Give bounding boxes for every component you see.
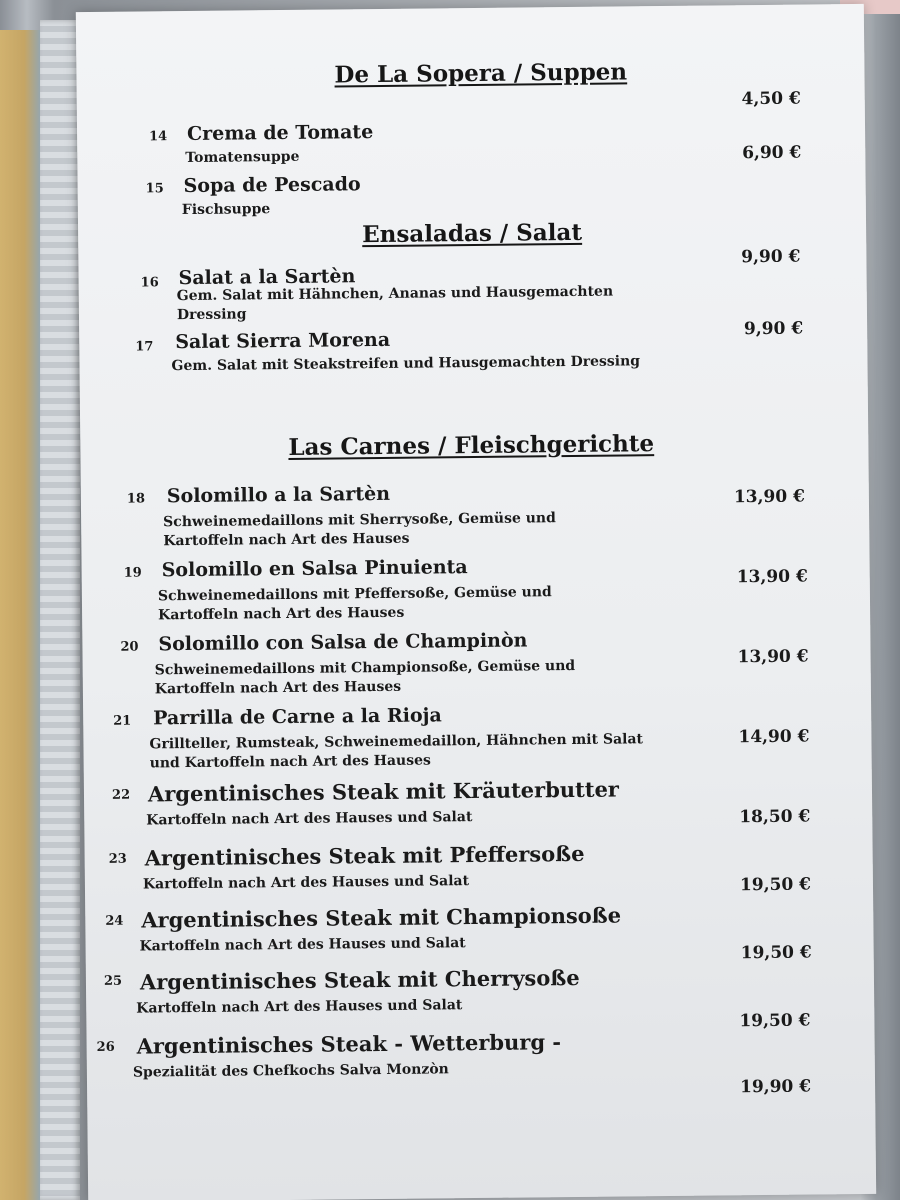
item-description: Tomatensuppe: [185, 148, 300, 167]
item-price: 9,90 €: [741, 246, 801, 268]
item-name: Parrilla de Carne a la Rioja: [153, 704, 442, 730]
item-name: Solomillo a la Sartèn: [166, 482, 391, 508]
item-name: Crema de Tomate: [186, 121, 374, 145]
item-number: 25: [103, 973, 123, 989]
item-number: 15: [145, 181, 164, 197]
item-description: Schweinemedaillons mit Sherrysoße, Gemüse und Kartoffeln nach Art des Hauses: [163, 510, 556, 550]
item-description: Gem. Salat mit Steakstreifen und Hausgemachten Dressing: [171, 353, 641, 375]
item-name: Argentinisches Steak mit Kräuterbutter: [147, 776, 620, 807]
item-number: 26: [96, 1039, 115, 1055]
item-name: Salat a la Sartèn: [178, 265, 356, 290]
item-name: Argentinisches Steak - Wetterburg -: [136, 1029, 562, 1059]
item-number: 21: [113, 713, 132, 729]
menu-page: [76, 4, 876, 1200]
sheet-protector-edge: [40, 20, 80, 1200]
item-price: 13,90 €: [736, 566, 808, 588]
item-name: Argentinisches Steak mit Championsoße: [141, 902, 622, 933]
item-description: Spezialität des Chefkochs Salva Monzòn: [132, 1061, 449, 1081]
item-price: 19,50 €: [739, 874, 812, 896]
item-number: 24: [105, 913, 124, 929]
item-number: 14: [149, 129, 168, 145]
item-name: Solomillo en Salsa Pinuienta: [161, 556, 468, 582]
item-price: 9,90 €: [743, 318, 804, 340]
item-description: Fischsuppe: [181, 201, 271, 219]
item-description: Schweinemedaillons mit Pfeffersoße, Gemüse und Kartoffeln nach Art des Hauses: [157, 584, 552, 624]
item-number: 16: [140, 275, 159, 291]
item-price: 6,90 €: [742, 142, 802, 164]
section-heading-meats: Las Carnes / Fleischgerichte: [288, 430, 655, 461]
item-price: 13,90 €: [737, 646, 809, 668]
item-name: Sopa de Pescado: [183, 173, 361, 198]
item-price: 19,50 €: [739, 1010, 811, 1032]
item-price: 4,50 €: [741, 88, 801, 110]
item-number: 18: [126, 491, 146, 507]
item-name: Argentinisches Steak mit Cherrysoße: [139, 964, 580, 995]
item-number: 20: [120, 639, 139, 655]
item-description: Kartoffeln nach Art des Hauses und Salat: [139, 935, 466, 955]
item-price: 19,50 €: [740, 942, 812, 964]
item-description: Schweinemedaillons mit Championsoße, Gemüse und Kartoffeln nach Art des Hauses: [154, 657, 576, 698]
item-number: 22: [111, 787, 131, 803]
item-number: 19: [123, 565, 142, 581]
item-name: Salat Sierra Morena: [175, 328, 391, 354]
item-price: 14,90 €: [738, 726, 810, 748]
item-name: Solomillo con Salsa de Champinòn: [158, 629, 528, 656]
item-description: Kartoffeln nach Art des Hauses und Salat: [136, 997, 463, 1017]
item-description: Kartoffeln nach Art des Hauses und Salat: [146, 809, 473, 829]
item-price: 19,90 €: [739, 1076, 812, 1098]
item-name: Argentinisches Steak mit Pfeffersoße: [144, 840, 585, 871]
item-description: Gem. Salat mit Hähnchen, Ananas und Hausgemachten Dressing: [176, 283, 614, 324]
section-heading-soups: De La Sopera / Suppen: [334, 58, 628, 89]
item-price: 13,90 €: [733, 486, 806, 508]
item-price: 18,50 €: [739, 806, 811, 828]
item-description: Grillteller, Rumsteak, Schweinemedaillon, Hähnchen mit Salat und Kartoffeln nach Art des Hauses: [149, 731, 644, 772]
section-heading-salads: Ensaladas / Salat: [361, 218, 583, 249]
item-number: 23: [108, 851, 127, 867]
item-number: 17: [135, 339, 154, 355]
item-description: Kartoffeln nach Art des Hauses und Salat: [142, 873, 470, 893]
